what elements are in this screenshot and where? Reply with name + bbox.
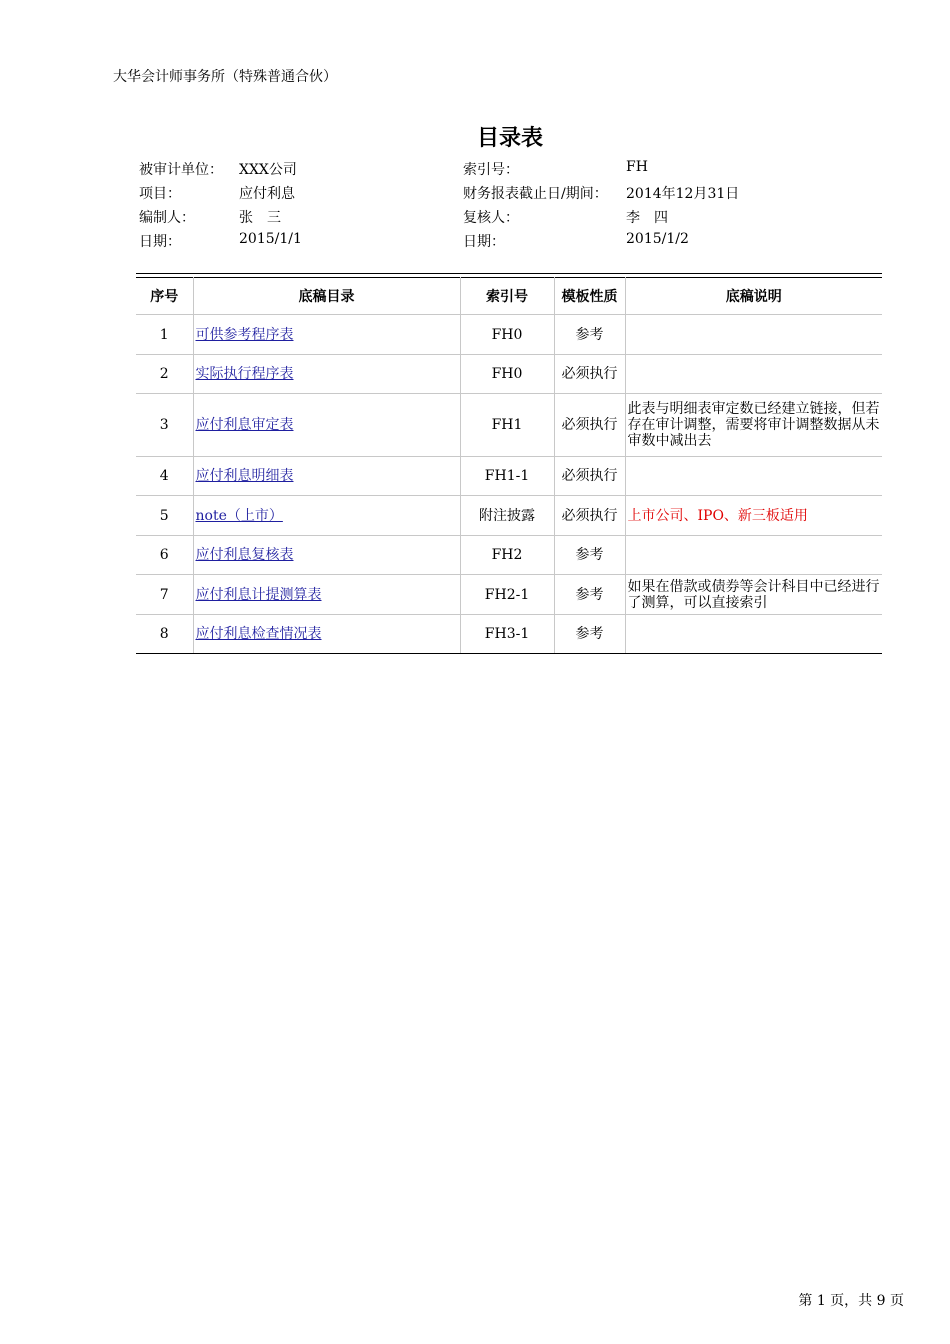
preparer-label: 编制人： [139, 210, 195, 226]
row-index: FH2 [460, 536, 554, 575]
row-link[interactable]: 应付利息计提测算表 [193, 575, 460, 615]
table-row [136, 315, 882, 355]
reviewer-label: 复核人： [463, 210, 519, 226]
reviewer-value: 李 四 [626, 210, 668, 226]
index-value: FH [626, 159, 648, 175]
col-header-name: 底稿目录 [193, 277, 460, 315]
table-row [136, 394, 882, 457]
row-index: FH1-1 [460, 457, 554, 496]
row-note [625, 457, 882, 496]
row-note: 此表与明细表审定数已经建立链接，但若存在审计调整，需要将审计调整数据从未审数中减出去 [625, 394, 882, 457]
page-title: 目录表 [476, 126, 543, 151]
row-note-highlight: 上市公司、IPO、新三板适用 [625, 496, 882, 536]
row-note [625, 355, 882, 394]
col-header-nature: 模板性质 [554, 277, 625, 315]
row-no: 6 [136, 536, 193, 575]
row-nature: 参考 [554, 615, 625, 654]
row-no: 8 [136, 615, 193, 654]
col-header-no: 序号 [136, 277, 193, 315]
row-link[interactable]: 应付利息检查情况表 [193, 615, 460, 654]
row-index: 附注披露 [460, 496, 554, 536]
row-link[interactable]: 实际执行程序表 [193, 355, 460, 394]
row-index: FH3-1 [460, 615, 554, 654]
row-no: 1 [136, 315, 193, 355]
row-note [625, 536, 882, 575]
contents-table [136, 277, 882, 654]
auditee-label: 被审计单位： [139, 162, 223, 178]
row-note: 如果在借款或债券等会计科目中已经进行了测算，可以直接索引 [625, 575, 882, 615]
row-link[interactable]: 应付利息审定表 [193, 394, 460, 457]
row-index: FH0 [460, 355, 554, 394]
table-row [136, 496, 882, 536]
row-link[interactable]: 可供参考程序表 [193, 315, 460, 355]
date2-label: 日期： [463, 234, 505, 250]
row-index: FH0 [460, 315, 554, 355]
table-header-row [136, 277, 882, 315]
col-header-index: 索引号 [460, 277, 554, 315]
row-nature: 必须执行 [554, 394, 625, 457]
row-link[interactable]: note（上市） [193, 496, 460, 536]
row-no: 5 [136, 496, 193, 536]
col-header-note: 底稿说明 [625, 277, 882, 315]
page-number: 第 1 页，共 9 页 [798, 1293, 904, 1309]
date2-value: 2015/1/2 [626, 231, 689, 247]
item-label: 项目： [139, 186, 181, 202]
row-link[interactable]: 应付利息明细表 [193, 457, 460, 496]
row-no: 4 [136, 457, 193, 496]
table-row [136, 457, 882, 496]
period-value: 2014年12月31日 [626, 186, 740, 202]
row-no: 7 [136, 575, 193, 615]
row-nature: 必须执行 [554, 457, 625, 496]
table-row [136, 536, 882, 575]
firm-name: 大华会计师事务所（特殊普通合伙） [113, 69, 337, 85]
row-no: 3 [136, 394, 193, 457]
table-row [136, 355, 882, 394]
row-nature: 必须执行 [554, 496, 625, 536]
period-label: 财务报表截止日/期间： [463, 186, 608, 202]
row-index: FH1 [460, 394, 554, 457]
row-nature: 必须执行 [554, 355, 625, 394]
auditee-value: XXX公司 [239, 162, 297, 178]
row-index: FH2-1 [460, 575, 554, 615]
row-nature: 参考 [554, 536, 625, 575]
date1-label: 日期： [139, 234, 181, 250]
table-row [136, 615, 882, 654]
table-row [136, 575, 882, 615]
row-nature: 参考 [554, 315, 625, 355]
row-link[interactable]: 应付利息复核表 [193, 536, 460, 575]
preparer-value: 张 三 [239, 210, 281, 226]
row-note [625, 315, 882, 355]
index-label: 索引号： [463, 162, 519, 178]
row-nature: 参考 [554, 575, 625, 615]
item-value: 应付利息 [239, 186, 295, 202]
row-no: 2 [136, 355, 193, 394]
date1-value: 2015/1/1 [239, 231, 302, 247]
row-note [625, 615, 882, 654]
